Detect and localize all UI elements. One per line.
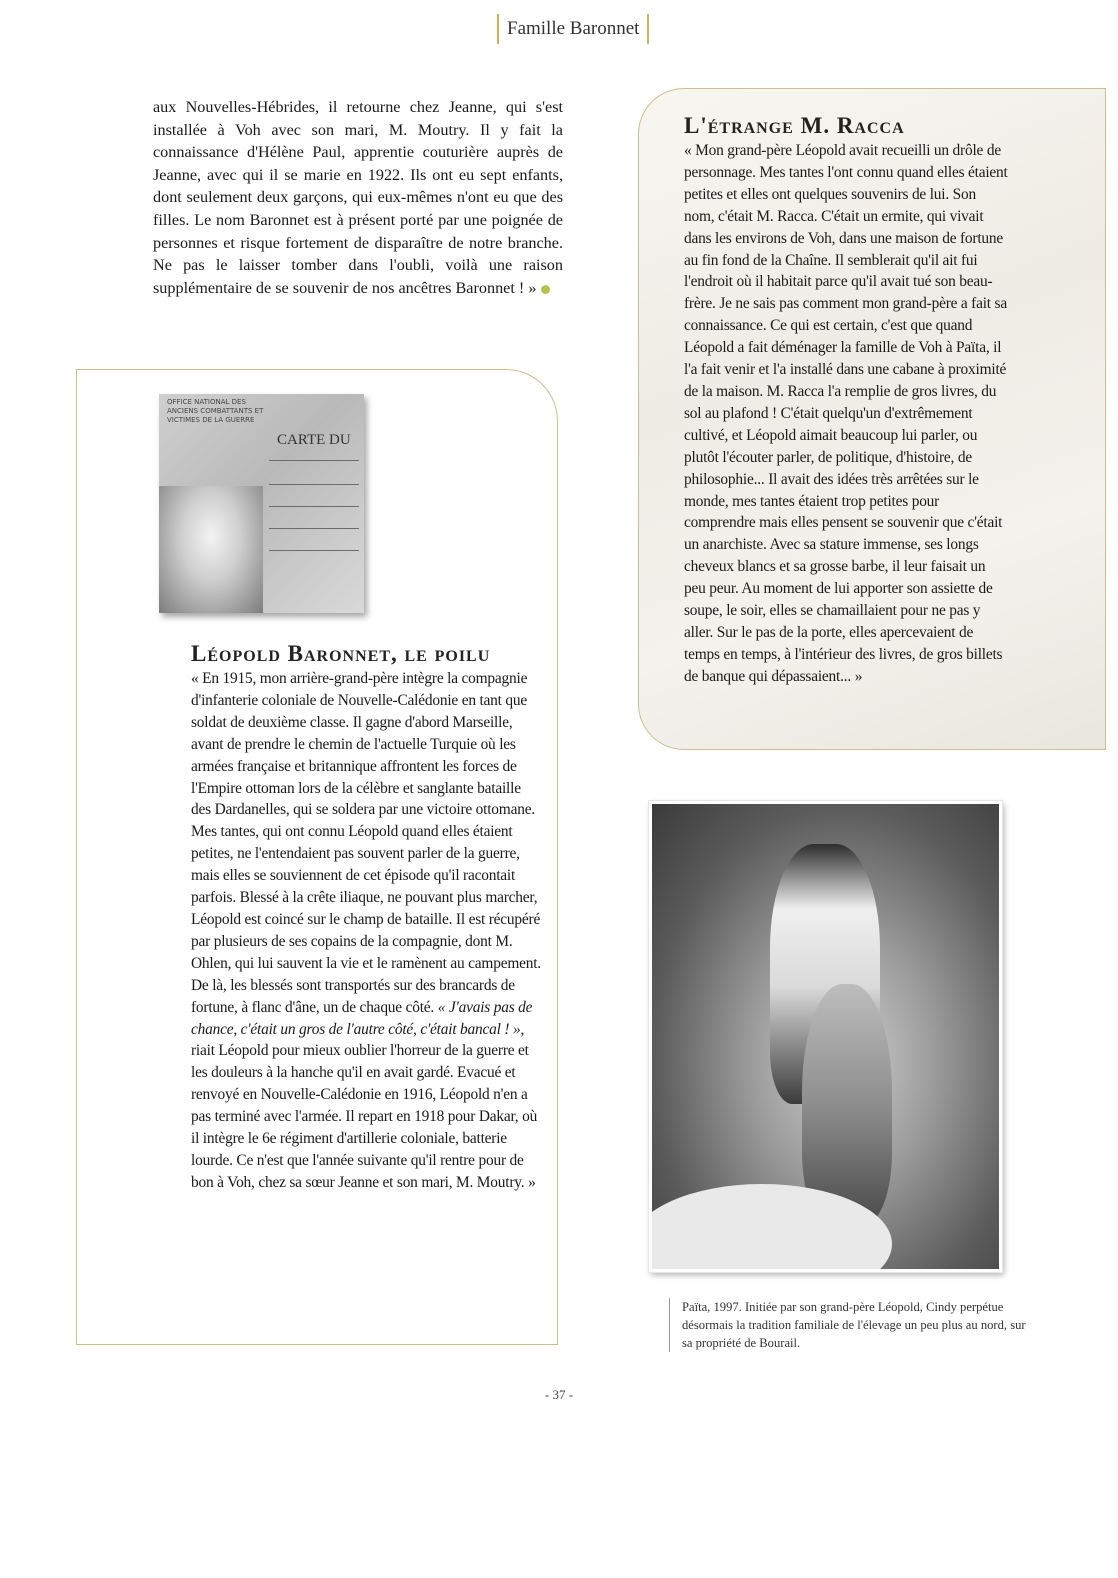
horse-figure — [802, 984, 892, 1224]
sidebar-leopold-paragraph-2: , riait Léopold pour mieux oublier l'horreur de la guerre et les douleurs à la hanche qu'il en avait gardé. Evacué et renvoyé en Nouvelle-Calédonie en 1916, Léopold n'en a pas terminé avec l'armée. Il repart en 1918 pour Dakar, où il intègre le 6e régiment d'artillerie coloniale, batterie lourde. Ce n'est que l'année suivante qu'il rentre pour de bon à Voh, chez sa sœur Jeanne et son mari, M. Moutry. » — [191, 1020, 538, 1191]
sidebar-leopold-content — [191, 640, 541, 1194]
sidebar-leopold-body — [191, 668, 541, 1194]
sidebar-racca-content — [684, 112, 1009, 688]
sidebar-leopold-paragraph-1: « En 1915, mon arrière-grand-père intègre la compagnie d'infanterie coloniale de Nouvelle-Calédonie en tant que soldat de deuxième classe. Il gagne d'abord Marseille, avant de prendre le chemin de l'actuelle Turquie où les armées française et britannique affrontent les forces de l'Empire ottoman lors de la célèbre et sanglante bataille des Dardanelles, qui se soldera par une victoire ottomane. Mes tantes, qui ont connu Léopold quand elles étaient petites, ne l'entendaient pas souvent parler de la guerre, mais elles se souviennent de cet épisode qu'il racontait parfois. Blessé à la crête iliaque, ne pouvant plus marcher, Léopold est coincé sur le champ de bataille. Il est récupéré par plusieurs de ses copains de la compagnie, dont M. Ohlen, qui lui sauvent la vie et le ramènent au campement. De là, les blessés sont transportés sur des brancards de fortune, à flanc d'âne, un de chaque côté. — [191, 670, 541, 1016]
card-header-text: OFFICE NATIONAL DES ANCIENS COMBATTANTS ET VICTIMES DE LA GUERRE — [167, 398, 264, 424]
sidebar-racca-title: L'étrange M. Racca — [684, 113, 905, 138]
photo-caption: Païta, 1997. Initiée par son grand-père Léopold, Cindy perpétue désormais la tradition familiale de l'élevage un peu plus au nord, sur sa propriété de Bourail. — [669, 1298, 1027, 1352]
intro-paragraph — [153, 96, 563, 299]
page-number: - 37 - — [544, 1387, 574, 1402]
running-header: Famille Baronnet — [497, 14, 649, 44]
sidebar-leopold-quote: « J'avais pas de chance, c'était un gros de l'autre côté, c'était bancal ! » — [191, 998, 533, 1038]
card-title: CARTE DU — [277, 432, 351, 448]
end-marker-dot — [541, 285, 550, 294]
sidebar-racca-body: « Mon grand-père Léopold avait recueilli un drôle de personnage. Mes tantes l'ont connu quand elles étaient petites et elles ont quelques souvenirs de lui. Son nom, c'était M. Racca. C'était un ermite, qui vivait dans les environs de Voh, dans une maison de fortune au fin fond de la Chaîne. Il semblerait qu'il ait fui l'endroit où il habitait parce qu'il avait tué son beau-frère. Je ne sais pas comment mon grand-père a fait sa connaissance. Ce qui est certain, c'est que quand Léopold a fait déménager la famille de Voh à Païta, il l'a fait venir et l'a installé dans une cabane à proximité de la maison. M. Racca l'a remplie de gros livres, du sol au plafond ! C'était quelqu'un d'extrêmement cultivé, et Léopold aimait beaucoup lui parler, ou plutôt l'écouter parler, de politique, d'histoire, de philosophie... Il avait des idées très arrêtées sur le monde, mes tantes étaient trop petites pour comprendre mais elles pensent se souvenir que c'était un anarchiste. Avec sa stature immense, ses longs cheveux blancs et sa grosse barbe, il leur faisait un peu peur. Au moment de lui apporter son assiette de soupe, le soir, elles se chamaillaient pour ne pas y aller. Sur le pas de la porte, elles apercevaient de temps en temps, à l'intérieur des livres, de gros billets de banque qui dépassaient... » — [684, 142, 1008, 685]
intro-text: aux Nouvelles-Hébrides, il retourne chez Jeanne, qui s'est installée à Voh avec son mari, M. Moutry. Il y fait la connaissance d'Hélène Paul, apprentie couturière auprès de Jeanne, avec qui il se marie en 1922. Ils ont eu sept enfants, dont seulement deux garçons, qui eux-mêmes n'ont eu que des filles. Le nom Baronnet est à présent porté par une poignée de personnes et risque fortement de disparaître de notre branche. Ne pas le laisser tomber dans l'oubli, voilà une raison supplémentaire de se souvenir de nos ancêtres Baronnet ! » — [153, 98, 563, 297]
combatant-card-photo — [159, 394, 364, 613]
rider-horse-photo — [649, 801, 1002, 1272]
sidebar-leopold-title: Léopold Baronnet, le poilu — [191, 641, 491, 666]
portrait-photo — [159, 486, 263, 613]
